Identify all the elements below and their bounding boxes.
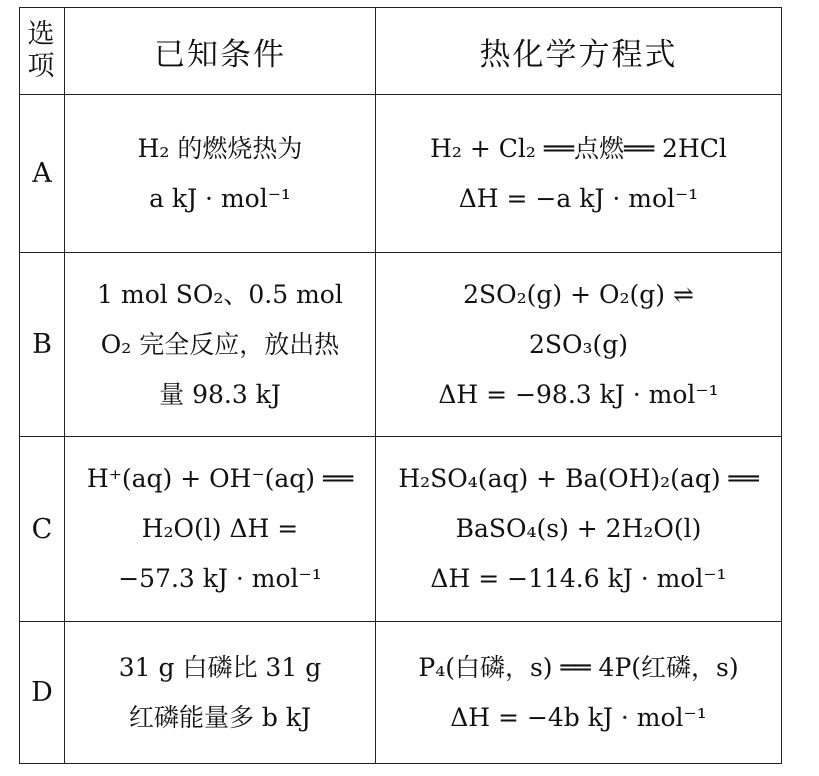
table-row bbox=[20, 622, 782, 764]
table-row bbox=[20, 253, 782, 437]
condition-line: 红磷能量多 b kJ bbox=[128, 702, 312, 732]
equation-line: ΔH = −114.6 kJ · mol⁻¹ bbox=[430, 564, 727, 593]
header-equation: 热化学方程式 bbox=[376, 8, 782, 95]
header-condition: 已知条件 bbox=[65, 8, 376, 95]
condition-line: 31 g 白磷比 31 g bbox=[118, 652, 322, 682]
option-label: B bbox=[20, 253, 65, 437]
equation-cell bbox=[376, 437, 782, 622]
condition-line: −57.3 kJ · mol⁻¹ bbox=[118, 564, 322, 593]
equation-line: H₂ + Cl₂ ══点燃══ 2HCl bbox=[430, 133, 727, 163]
condition-line: 量 98.3 kJ bbox=[159, 379, 281, 409]
option-label: C bbox=[20, 437, 65, 622]
equation-line: P₄(白磷，s) ══ 4P(红磷，s) bbox=[418, 652, 739, 682]
equation-cell bbox=[376, 622, 782, 764]
equation-line: H₂SO₄(aq) + Ba(OH)₂(aq) ══ bbox=[398, 464, 759, 493]
option-label: D bbox=[20, 622, 65, 764]
equation-cell bbox=[376, 95, 782, 253]
condition-line: H⁺(aq) + OH⁻(aq) ══ bbox=[86, 464, 354, 493]
condition-line: 1 mol SO₂、0.5 mol bbox=[97, 279, 343, 309]
equation-line: ΔH = −98.3 kJ · mol⁻¹ bbox=[438, 379, 719, 409]
condition-cell bbox=[65, 437, 376, 622]
equation-line: 2SO₃(g) bbox=[528, 329, 629, 359]
condition-cell bbox=[65, 622, 376, 764]
condition-cell bbox=[65, 253, 376, 437]
option-label: A bbox=[20, 95, 65, 253]
equation-cell bbox=[376, 253, 782, 437]
header-option bbox=[20, 8, 65, 95]
table-row bbox=[20, 437, 782, 622]
table-row bbox=[20, 95, 782, 253]
condition-line: O₂ 完全反应，放出热 bbox=[100, 329, 340, 359]
condition-line: H₂O(l) ΔH = bbox=[141, 514, 299, 543]
equation-line: ΔH = −4b kJ · mol⁻¹ bbox=[450, 702, 707, 732]
equation-line: BaSO₄(s) + 2H₂O(l) bbox=[455, 514, 702, 543]
condition-line: a kJ · mol⁻¹ bbox=[149, 183, 291, 213]
reaction-table bbox=[19, 7, 782, 764]
equation-line: 2SO₂(g) + O₂(g) ⇌ bbox=[463, 279, 694, 309]
equation-line: ΔH = −a kJ · mol⁻¹ bbox=[458, 183, 699, 213]
table-header-row bbox=[20, 8, 782, 95]
condition-line: H₂ 的燃烧热为 bbox=[137, 133, 303, 163]
condition-cell bbox=[65, 95, 376, 253]
header-option-text: 选项 bbox=[27, 19, 57, 82]
